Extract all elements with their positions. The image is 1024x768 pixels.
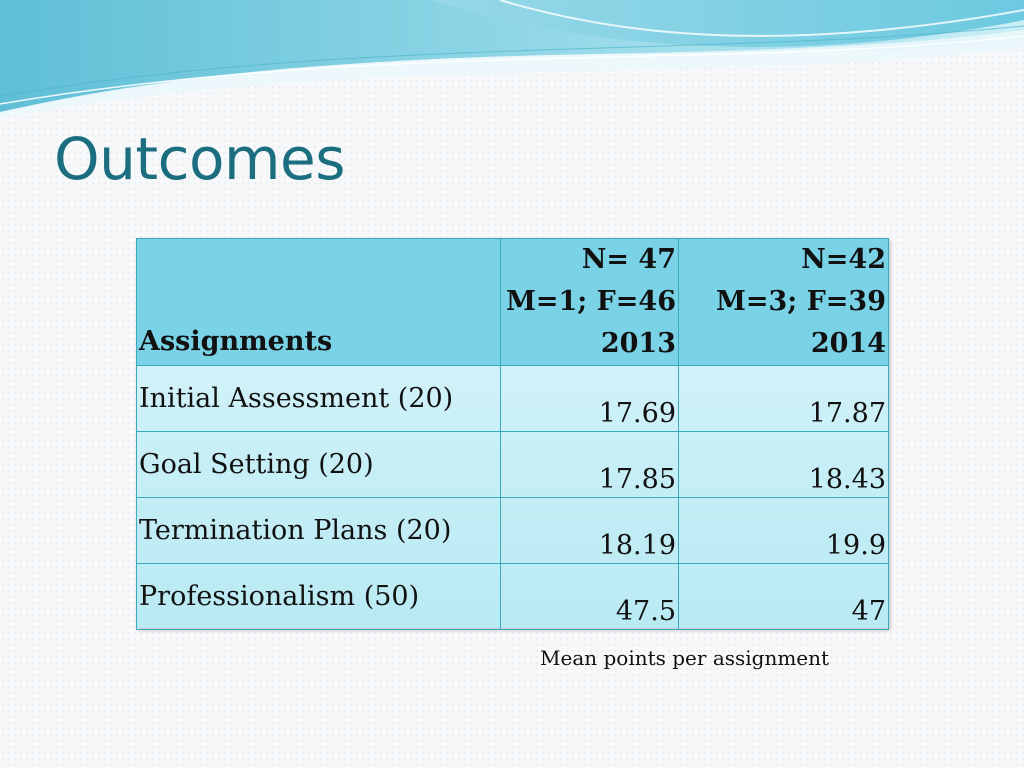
decorative-wave-banner [0, 0, 1024, 130]
slide-title: Outcomes [54, 125, 345, 193]
value-2014: 18.43 [679, 432, 889, 498]
table-row [137, 366, 889, 432]
header-2013-year: 2013 [600, 328, 676, 359]
column-header-assignments: Assignments [137, 239, 501, 366]
header-2014-year: 2014 [810, 328, 886, 359]
header-2014-gender: M=3; F=39 [715, 286, 886, 317]
header-2014-n: N=42 [801, 244, 886, 275]
table-header-row [137, 239, 889, 366]
table-row [137, 432, 889, 498]
row-label: Initial Assessment (20) [137, 366, 501, 432]
row-label: Termination Plans (20) [137, 498, 501, 564]
table-row [137, 498, 889, 564]
header-2013-n: N= 47 [581, 244, 676, 275]
value-2014: 47 [679, 564, 889, 630]
value-2013: 18.19 [501, 498, 679, 564]
value-2014: 17.87 [679, 366, 889, 432]
outcomes-table [136, 238, 889, 630]
outcomes-table-container [136, 238, 888, 628]
column-header-2013 [501, 239, 679, 366]
row-label: Goal Setting (20) [137, 432, 501, 498]
row-label: Professionalism (50) [137, 564, 501, 630]
value-2013: 47.5 [501, 564, 679, 630]
table-row [137, 564, 889, 630]
header-2013-gender: M=1; F=46 [505, 286, 676, 317]
table-caption: Mean points per assignment [540, 646, 830, 670]
value-2014: 19.9 [679, 498, 889, 564]
value-2013: 17.85 [501, 432, 679, 498]
value-2013: 17.69 [501, 366, 679, 432]
column-header-2014 [679, 239, 889, 366]
